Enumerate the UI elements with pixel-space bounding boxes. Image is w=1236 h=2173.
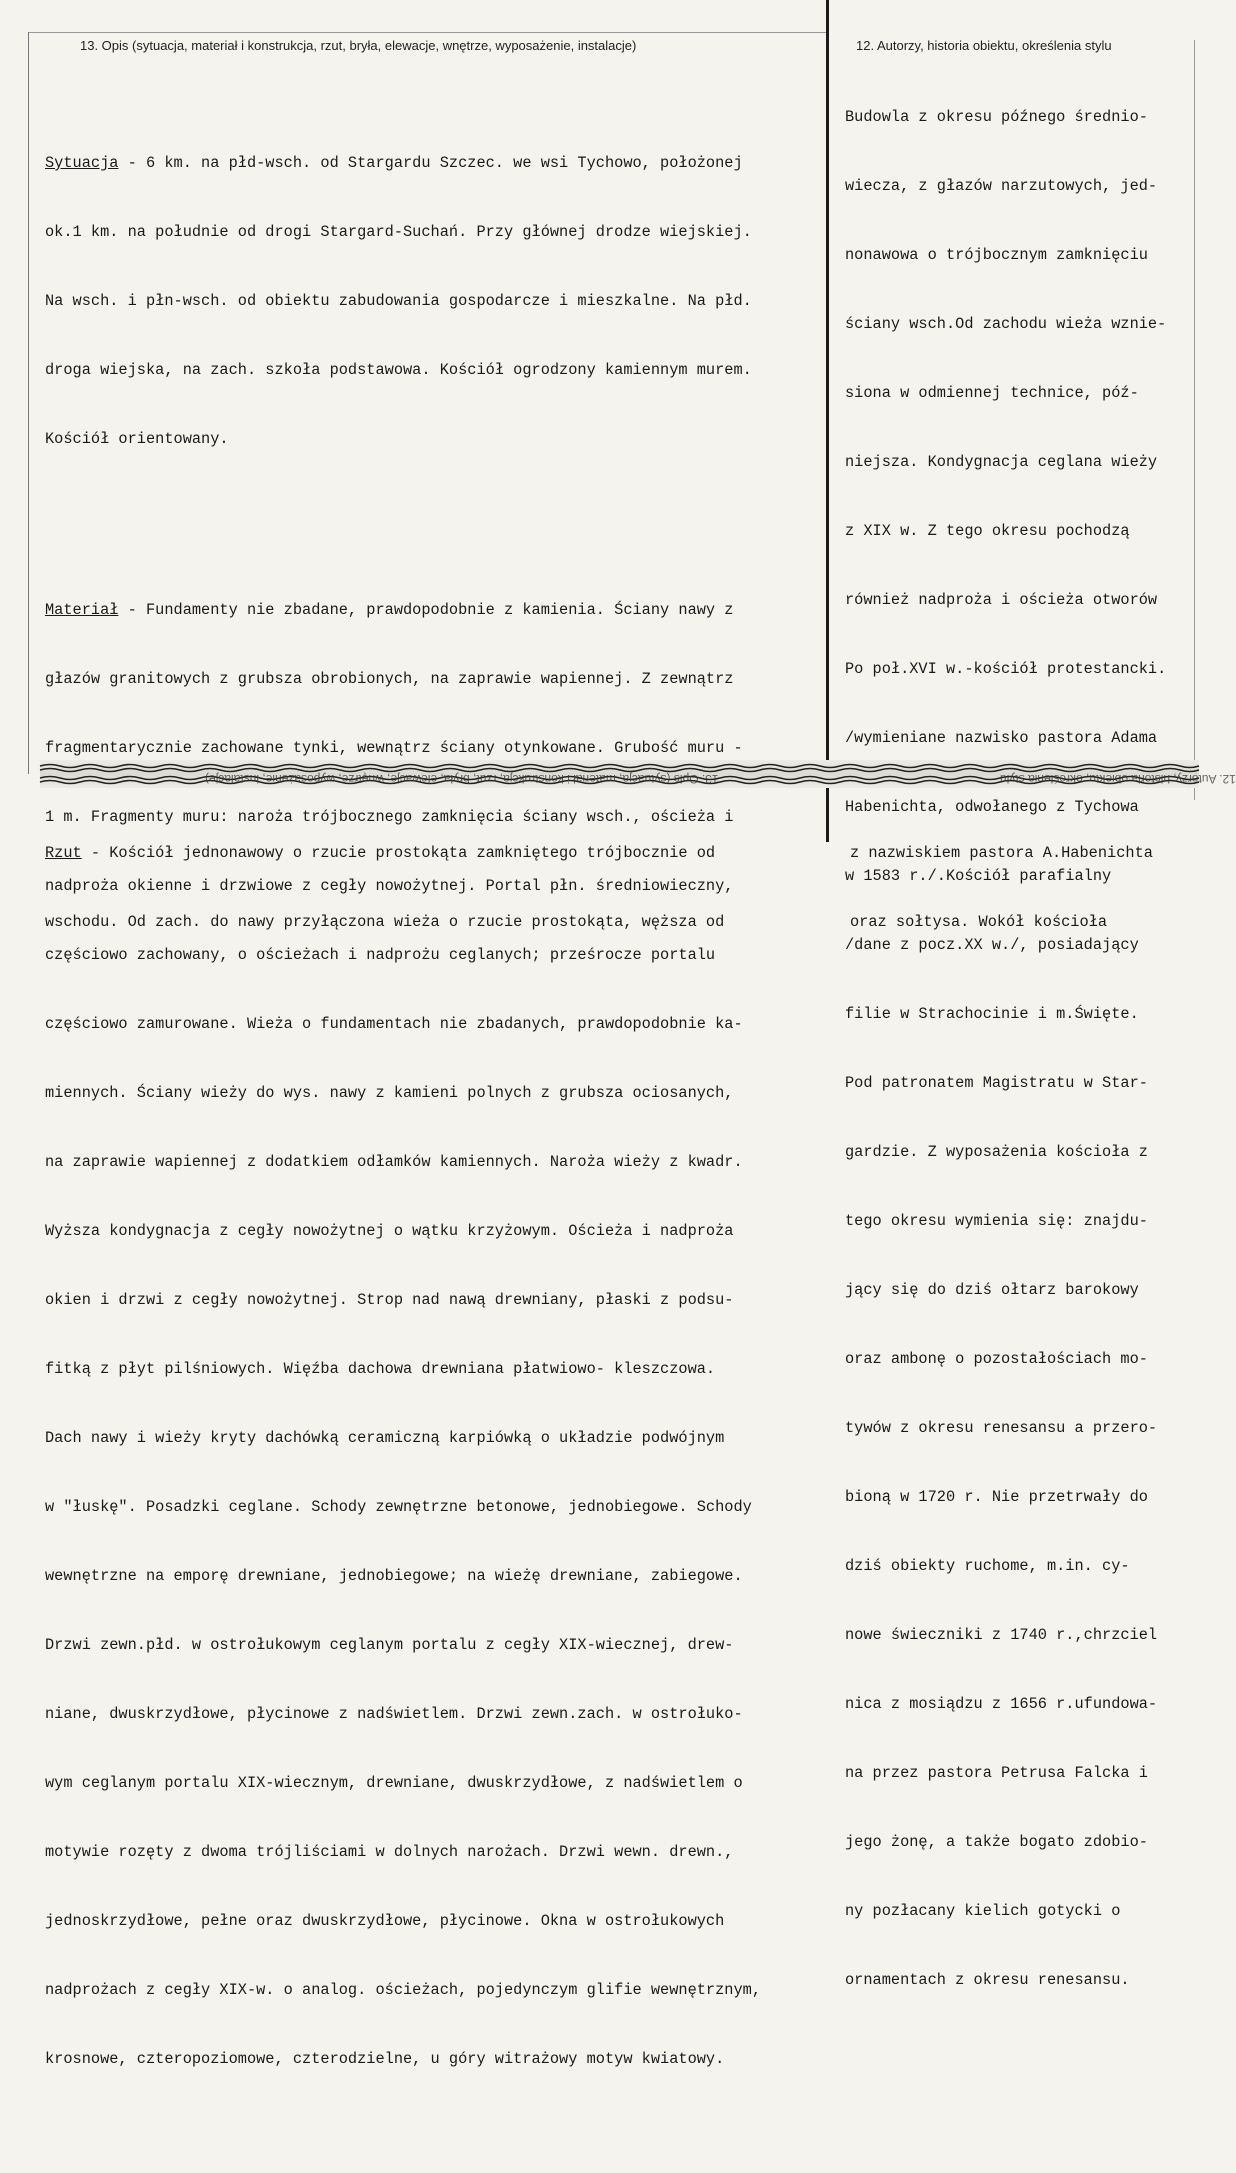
text-line: nadprożach z cegły XIX-w. o analog. ościeżach, pojedynczym glifie wewnętrznym,: [45, 1981, 762, 1999]
sytuacja-paragraph: [45, 106, 825, 497]
text-line: nonawowa o trójbocznym zamknięciu: [845, 246, 1148, 264]
text-line: Na wsch. i płn-wsch. od obiektu zabudowania gospodarcze i mieszkalne. Na płd.: [45, 292, 752, 310]
text-line: Pod patronatem Magistratu w Star-: [845, 1074, 1148, 1092]
text-line: Po poł.XVI w.-kościół protestancki.: [845, 660, 1167, 678]
text-line: z XIX w. Z tego okresu pochodzą: [845, 522, 1130, 540]
history-continuation: [850, 796, 1153, 980]
text-line: motywie rozęty z dwoma trójliściami w dolnych narożach. Drzwi wewn. drewn.,: [45, 1843, 734, 1861]
rzut-label: Rzut: [45, 844, 82, 862]
text-line: [45, 599, 825, 622]
text-line: oraz ambonę o pozostałościach mo-: [845, 1350, 1148, 1368]
text-line: okien i drzwi z cegły nowożytnej. Strop nad nawą drewniany, płaski z podsu-: [45, 1291, 734, 1309]
text-line: siona w odmiennej technice, póź-: [845, 384, 1139, 402]
text-line: ny pozłacany kielich gotycki o: [845, 1902, 1121, 1920]
text-line-content: - 6 km. na płd-wsch. od Stargardu Szczec. we wsi Tychowo, położonej: [118, 154, 743, 172]
section-13-header: 13. Opis (sytuacja, materiał i konstrukcja, rzut, bryła, elewacje, wnętrze, wyposażenie, instalacje): [80, 38, 637, 53]
text-line: [45, 842, 724, 865]
text-line: tywów z okresu renesansu a przero-: [845, 1419, 1158, 1437]
column-divider: [826, 0, 829, 842]
text-line: Drzwi zewn.płd. w ostrołukowym ceglanym portalu z cegły XIX-wiecznej, drew-: [45, 1636, 734, 1654]
text-line: krosnowe, czteropoziomowe, czterodzielne, u góry witrażowy motyw kwiatowy.: [45, 2050, 725, 2068]
text-line: /wymieniane nazwisko pastora Adama: [845, 729, 1158, 747]
text-line: Wyższa kondygnacja z cegły nowożytnej o wątku krzyżowym. Ościeża i nadproża: [45, 1222, 734, 1240]
section-12-header: 12. Autorzy, historia obiektu, określenia stylu: [856, 38, 1112, 53]
text-line: tego okresu wymienia się: znajdu-: [845, 1212, 1148, 1230]
text-line: nowe świeczniki z 1740 r.,chrzciel: [845, 1626, 1158, 1644]
text-line: bioną w 1720 r. Nie przetrwały do: [845, 1488, 1148, 1506]
text-line: [45, 152, 825, 175]
text-line: ok.1 km. na południe od drogi Stargard-Suchań. Przy głównej drodze wiejskiej.: [45, 223, 752, 241]
text-line: jednoskrzydłowe, pełne oraz dwuskrzydłowe, płycinowe. Okna w ostrołukowych: [45, 1912, 725, 1930]
history-column: [845, 60, 1195, 2038]
text-line: na przez pastora Petrusa Falcka i: [845, 1764, 1148, 1782]
mirrored-section-12-header: 12. Autorzy, historia obiektu, określenia stylu: [1000, 772, 1236, 786]
text-line: niane, dwuskrzydłowe, płycinowe z nadświetlem. Drzwi zewn.zach. w ostrołuko-: [45, 1705, 743, 1723]
text-line: głazów granitowych z grubsza obrobionych, na zaprawie wapiennej. Z zewnątrz: [45, 670, 734, 688]
text-line: /dane z pocz.XX w./, posiadający: [845, 936, 1139, 954]
rzut-paragraph: [45, 796, 724, 980]
text-line: Kościół orientowany.: [45, 430, 229, 448]
text-line: ornamentach z okresu renesansu.: [845, 1971, 1130, 1989]
sytuacja-label: Sytuacja: [45, 154, 119, 172]
text-line: wiecza, z głazów narzutowych, jed-: [845, 177, 1158, 195]
text-line: miennych. Ściany wieży do wys. nawy z kamieni polnych z grubsza ociosanych,: [45, 1084, 734, 1102]
text-line: częściowo zamurowane. Wieża o fundamentach nie zbadanych, prawdopodobnie ka-: [45, 1015, 743, 1033]
text-line: również nadproża i ościeża otworów: [845, 591, 1158, 609]
text-line: oraz sołtysa. Wokół kościoła: [850, 913, 1108, 931]
text-line-content: - Fundamenty nie zbadane, prawdopodobnie z kamienia. Ściany nawy z: [118, 601, 734, 619]
text-line: wschodu. Od zach. do nawy przyłączona wieża o rzucie prostokąta, węższa od: [45, 913, 725, 931]
text-line: wewnętrzne na emporę drewniane, jednobiegowe; na wieżę drewniane, zabiegowe.: [45, 1567, 743, 1585]
material-label: Materiał: [45, 601, 119, 619]
text-line: częściowo zachowany, o ościeżach i nadprożu ceglanych; prześrocze portalu: [45, 946, 716, 964]
text-line: nadproża okienne i drzwiowe z cegły nowożytnej. Portal płn. średniowieczny,: [45, 877, 734, 895]
text-line: filie w Strachocinie i m.Święte.: [845, 1005, 1139, 1023]
text-line: gardzie. Z wyposażenia kościoła z: [845, 1143, 1148, 1161]
text-line: nica z mosiądzu z 1656 r.ufundowa-: [845, 1695, 1158, 1713]
text-line: fragmentarycznie zachowane tynki, wewnątrz ściany otynkowane. Grubość muru -: [45, 739, 743, 757]
text-line: wym ceglanym portalu XIX-wiecznym, drewniane, dwuskrzydłowe, z nadświetlem o: [45, 1774, 743, 1792]
text-line: jący się do dziś ołtarz barokowy: [845, 1281, 1139, 1299]
text-line: jego żonę, a także bogato zdobio-: [845, 1833, 1148, 1851]
text-line: droga wiejska, na zach. szkoła podstawowa. Kościół ogrodzony kamiennym murem.: [45, 361, 752, 379]
text-line: Budowla z okresu późnego średnio-: [845, 108, 1148, 126]
text-line: Dach nawy i wieży kryty dachówką ceramiczną karpiówką o układzie podwójnym: [45, 1429, 725, 1447]
text-line-content: - Kościół jednonawowy o rzucie prostokąta zamkniętego trójbocznie od: [81, 844, 716, 862]
text-line: na zaprawie wapiennej z dodatkiem odłamków kamiennych. Naroża wieży z kwadr.: [45, 1153, 743, 1171]
text-line: niejsza. Kondygnacja ceglana wieży: [845, 453, 1158, 471]
text-line: dziś obiekty ruchome, m.in. cy-: [845, 1557, 1130, 1575]
text-line: ściany wsch.Od zachodu wieża wznie-: [845, 315, 1167, 333]
text-line: Habenichta, odwołanego z Tychowa: [845, 798, 1139, 816]
mirrored-section-13-header: 13. Opis (sytuacja, materiał i konstrukcja, rzut, bryła, elewacje, wnętrze, wyposażenie, instalacje): [205, 772, 719, 786]
description-column: [45, 60, 825, 2173]
text-line: 1 m. Fragmenty muru: naroża trójbocznego zamknięcia ściany wsch., ościeża i: [45, 808, 734, 826]
text-line: w 1583 r./.Kościół parafialny: [845, 867, 1112, 885]
text-line: fitką z płyt pilśniowych. Więźba dachowa drewniana płatwiowo- kleszczowa.: [45, 1360, 716, 1378]
text-line: z nazwiskiem pastora A.Habenichta: [850, 844, 1153, 862]
text-line: w "łuskę". Posadzki ceglane. Schody zewnętrzne betonowe, jednobiegowe. Schody: [45, 1498, 752, 1516]
